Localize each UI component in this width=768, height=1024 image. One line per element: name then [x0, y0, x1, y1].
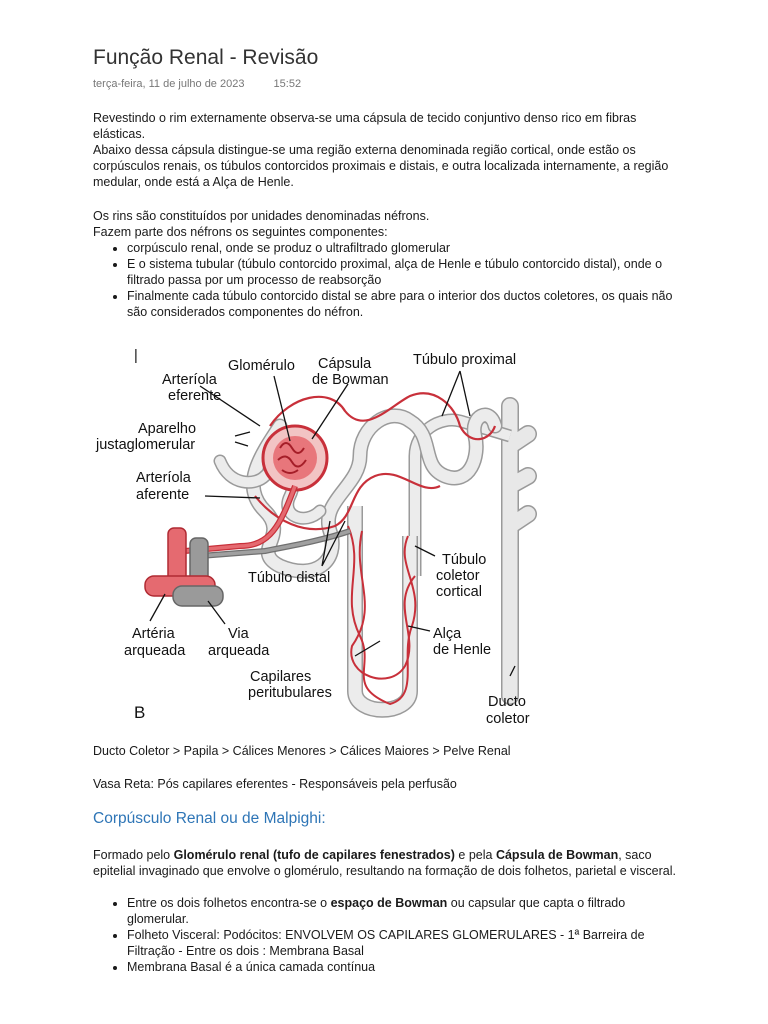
- label-ducto-2: coletor: [486, 711, 530, 727]
- intro-paragraph-3[interactable]: Os rins são constituídos por unidades denominadas néfrons.: [93, 209, 430, 223]
- arcuate-vessels-shape: [145, 486, 350, 606]
- text-run: ou capsular que capta o filtrado glomerular.: [127, 896, 626, 926]
- label-tubulo-distal: Túbulo distal: [248, 570, 331, 586]
- loop-of-henle-shape: [348, 506, 415, 710]
- list-item[interactable]: • Membrana Basal é a única camada contínua: [127, 959, 683, 975]
- text-run: , saco epitelial invaginado que envolve o glomérulo, resultando na formação de dois folhetos, parietal e visceral.: [93, 848, 676, 878]
- label-arteriola-eferente-2: eferente: [168, 388, 222, 404]
- label-tubulo-proximal: Túbulo proximal: [413, 352, 517, 368]
- bold-espaco: espaço de Bowman: [330, 896, 448, 910]
- figure-labels: [95, 348, 530, 727]
- intro-paragraph-2[interactable]: Abaixo dessa cápsula distingue-se uma região externa denominada região cortical, onde estão os corpúsculos renais, os túbulos contorcidos proximais e distais, e outra localizada internamente, a região medular, onde está a Alça de Henle.: [93, 143, 669, 189]
- label-capilares-2: peritubulares: [248, 685, 332, 701]
- label-via-2: arqueada: [208, 643, 270, 659]
- flow-paragraph[interactable]: Ducto Coletor > Papila > Cálices Menores > Cálices Maiores > Pelve Renal: [93, 744, 511, 758]
- bold-glomerulo: Glomérulo renal (tufo de capilares fenestrados): [173, 848, 455, 862]
- label-panel-b: B: [134, 703, 146, 722]
- label-tubulo-coletor-3: cortical: [436, 584, 482, 600]
- list-item[interactable]: [127, 895, 683, 927]
- intro-paragraph-4[interactable]: Fazem parte dos néfrons os seguintes componentes:: [93, 225, 388, 239]
- components-list-wrap: [93, 240, 683, 320]
- label-capsula-1: Cápsula: [318, 356, 372, 372]
- label-via-1: Via: [228, 626, 249, 642]
- components-list: [93, 240, 683, 320]
- label-aparelho-1: Aparelho: [138, 421, 197, 437]
- label-arteriola-eferente-1: Arteríola: [162, 372, 217, 388]
- list-item[interactable]: • Finalmente cada túbulo contorcido distal se abre para o interior dos ductos coletores, os quais não são considerados componentes do néfron.: [127, 288, 683, 320]
- nephron-figure: [90, 336, 540, 736]
- label-alca-2: de Henle: [433, 642, 492, 658]
- label-alca-1: Alça: [433, 626, 462, 642]
- label-arteria-2: arqueada: [124, 643, 186, 659]
- text-run: Entre os dois folhetos encontra-se o: [127, 896, 331, 910]
- label-capilares-1: Capilares: [250, 669, 312, 685]
- page-date: terça-feira, 11 de julho de 2023: [93, 78, 245, 90]
- section-heading-corpusculo[interactable]: Corpúsculo Renal ou de Malpighi:: [93, 810, 326, 827]
- vasa-paragraph[interactable]: Vasa Reta: Pós capilares eferentes - Responsáveis pela perfusão: [93, 777, 457, 791]
- list-item[interactable]: • corpúsculo renal, onde se produz o ultrafiltrado glomerular: [127, 240, 683, 256]
- label-capsula-2: de Bowman: [312, 372, 389, 388]
- glomerulus-shape: [263, 426, 327, 490]
- list-item[interactable]: • Folheto Visceral: Podócitos: ENVOLVEM OS CAPILARES GLOMERULARES - 1ª Barreira de Filtração - Entre os dois : Membrana Basal: [127, 927, 683, 959]
- corpusculo-list-wrap: [93, 895, 683, 975]
- label-tubulo-coletor-2: coletor: [436, 568, 480, 584]
- intro-paragraph-1[interactable]: Revestindo o rim externamente observa-se uma cápsula de tecido conjuntivo denso rico em fibras elásticas.: [93, 111, 637, 141]
- label-arteriola-aferente-1: Arteríola: [136, 470, 191, 486]
- corpusculo-paragraph[interactable]: [93, 847, 683, 879]
- text-run: Formado pelo: [93, 848, 174, 862]
- label-tubulo-coletor-1: Túbulo: [442, 552, 487, 568]
- label-ducto-1: Ducto: [488, 694, 526, 710]
- page-meta: [93, 78, 301, 90]
- label-aparelho-2: justaglomerular: [96, 437, 196, 453]
- label-arteriola-aferente-2: aferente: [136, 487, 190, 503]
- page-time: 15:52: [273, 78, 302, 90]
- label-glomerulo: Glomérulo: [228, 358, 295, 374]
- cursor-mark: |: [134, 348, 138, 364]
- label-arteria-1: Artéria: [132, 626, 175, 642]
- page-title[interactable]: Função Renal - Revisão: [93, 46, 319, 69]
- list-item[interactable]: • E o sistema tubular (túbulo contorcido proximal, alça de Henle e túbulo contorcido distal), onde o filtrado passa por um processo de reabsorção: [127, 256, 683, 288]
- bold-capsula: Cápsula de Bowman: [495, 848, 619, 862]
- text-run: e pela: [454, 848, 496, 862]
- corpusculo-list: [93, 895, 683, 975]
